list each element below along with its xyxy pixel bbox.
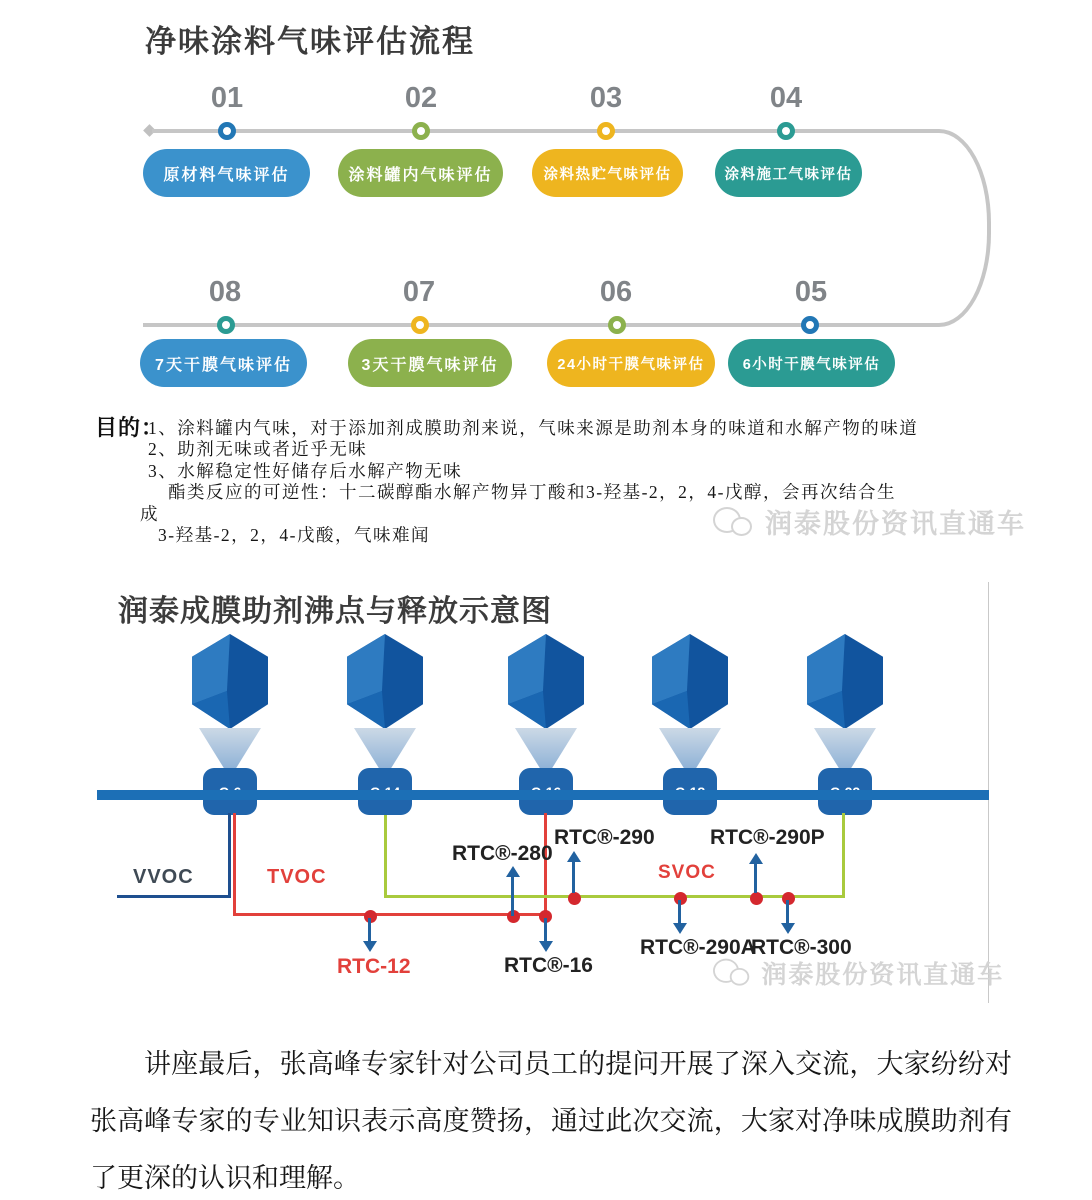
cube-icon: [652, 634, 728, 729]
svoc-branch-line: [384, 815, 387, 897]
purpose-line: 成: [140, 503, 159, 524]
release-beam: [515, 728, 577, 771]
zone-label-vvoc: VVOC: [133, 866, 194, 888]
product-label: RTC®-16: [504, 954, 593, 977]
timeline-dot: [217, 316, 235, 334]
purpose-line: 2、助剂无味或者近乎无味: [148, 439, 368, 460]
svoc-branch-line: [842, 813, 845, 898]
timeline-dot: [218, 122, 236, 140]
vvoc-branch-line: [228, 813, 231, 897]
arrow-up: [572, 861, 575, 893]
step-number: 05: [794, 276, 828, 308]
product-label: RTC®-290A: [640, 936, 756, 959]
tvoc-branch-line: [233, 813, 236, 914]
step-number: 03: [589, 82, 623, 114]
watermark-text: 润泰股份资讯直通车: [761, 960, 1005, 989]
product-dot: [750, 892, 763, 905]
step-pill: 24小时干膜气味评估: [547, 339, 715, 387]
arrow-down: [678, 900, 681, 923]
arrow-down: [786, 900, 789, 923]
step-number: 02: [404, 82, 438, 114]
step-number: 08: [208, 276, 242, 308]
release-beam: [659, 728, 721, 771]
timeline-row1: [152, 129, 939, 133]
release-beam: [354, 728, 416, 771]
watermark: [713, 502, 1026, 541]
tvoc-branch-line: [233, 913, 546, 916]
product-dot: [568, 892, 581, 905]
boiling-point-axis: [97, 790, 989, 800]
step-pill: 3天干膜气味评估: [348, 339, 512, 387]
product-label: RTC®-300: [751, 936, 852, 959]
cube-icon: [192, 634, 268, 729]
purpose-label: 目的：: [95, 415, 165, 440]
purpose-line: 1、涂料罐内气味，对于添加剂成膜助剂来说，气味来源是助剂本身的味道和水解产物的味道: [148, 418, 919, 438]
step-pill: 涂料罐内气味评估: [338, 149, 503, 197]
product-label: RTC®-280: [452, 842, 553, 865]
step-pill: 原材料气味评估: [143, 149, 310, 197]
watermark: [713, 954, 1004, 990]
chat-bubbles-icon: [713, 956, 754, 988]
step-number: 01: [210, 82, 244, 114]
step-pill: 涂料施工气味评估: [715, 149, 862, 197]
timeline-dot: [411, 316, 429, 334]
step-number: 07: [402, 276, 436, 308]
step-number: 04: [769, 82, 803, 114]
timeline-row2: [143, 323, 939, 327]
arrow-down-head: [363, 941, 377, 952]
purpose-line: 3-羟基-2，2，4-戊酸，气味难闻: [158, 525, 430, 546]
product-label: RTC®-290: [554, 826, 655, 849]
step-pill: 涂料热贮气味评估: [532, 149, 683, 197]
arrow-down-head: [781, 923, 795, 934]
timeline-dot: [597, 122, 615, 140]
step-number: 06: [599, 276, 633, 308]
release-beam: [199, 728, 261, 771]
zone-label-svoc: SVOC: [658, 862, 716, 883]
diagram-title: 润泰成膜助剂沸点与释放示意图: [118, 595, 552, 628]
step-pill: 7天干膜气味评估: [140, 339, 307, 387]
product-label: RTC®-290P: [710, 826, 825, 849]
cube-icon: [347, 634, 423, 729]
arrow-down: [368, 918, 371, 942]
timeline-dot: [801, 316, 819, 334]
vvoc-branch-line: [117, 895, 231, 898]
timeline-dot: [777, 122, 795, 140]
purpose-line: 3、水解稳定性好储存后水解产物无味: [148, 460, 463, 481]
purpose-line: 酯类反应的可逆性：十二碳醇酯水解产物异丁酸和3-羟基-2，2，4-戊醇，会再次结合生: [168, 482, 896, 503]
timeline-curve: [939, 129, 991, 327]
timeline-dot: [608, 316, 626, 334]
svoc-branch-line: [384, 895, 845, 898]
arrow-down: [544, 918, 547, 942]
zone-label-tvoc: TVOC: [267, 866, 327, 888]
arrow-up: [754, 863, 757, 893]
flow-title: 净味涂料气味评估流程: [145, 24, 475, 59]
product-label: RTC-12: [337, 955, 411, 978]
arrow-up: [511, 876, 514, 916]
arrow-down-head: [673, 923, 687, 934]
step-pill: 6小时干膜气味评估: [728, 339, 895, 387]
arrow-down-head: [539, 941, 553, 952]
timeline-dot: [412, 122, 430, 140]
release-beam: [814, 728, 876, 771]
watermark-text: 润泰股份资讯直通车: [765, 509, 1026, 539]
cube-icon: [807, 634, 883, 729]
closing-paragraph: 讲座最后，张高峰专家针对公司员工的提问开展了深入交流，大家纷纷对张高峰专家的专业知识表示高度赞扬，通过此次交流，大家对净味成膜助剂有了更深的认识和理解。: [90, 1049, 1012, 1193]
chat-bubbles-icon: [713, 505, 757, 539]
cube-icon: [508, 634, 584, 729]
